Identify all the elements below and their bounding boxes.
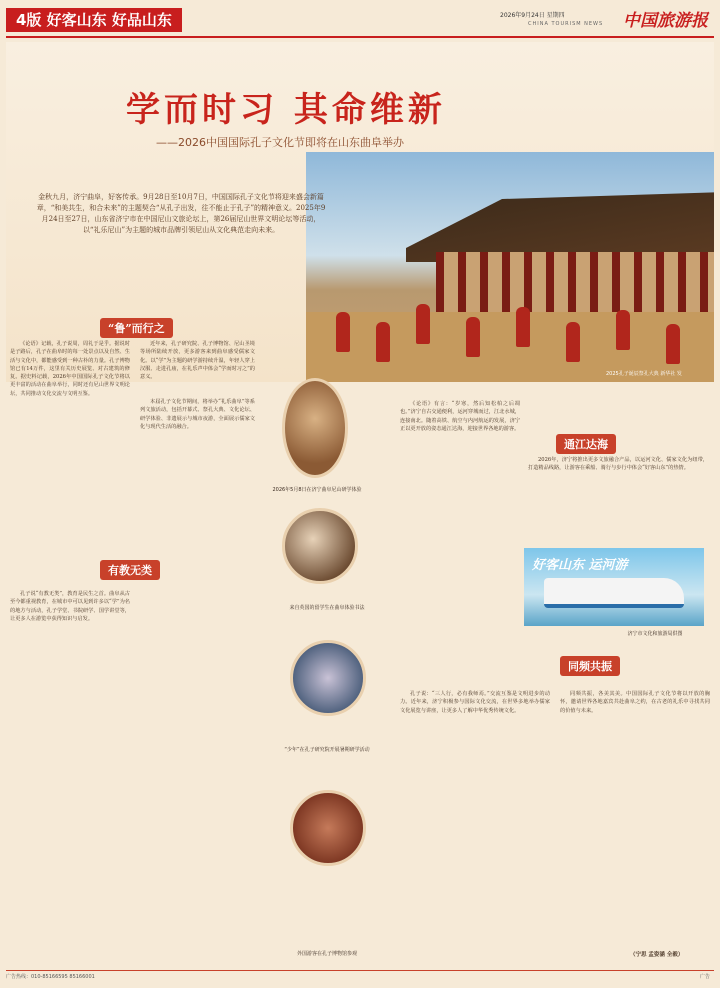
article-column-3 — [10, 590, 130, 960]
subheadline: ——2026中国国际孔子文化节即将在山东曲阜举办 — [156, 136, 404, 149]
photo-caption-2: 来自英国的留学生在曲阜体验书法 — [289, 605, 365, 611]
article-column-5 — [400, 400, 520, 640]
section-title-4: 同频共振 — [560, 656, 620, 676]
article-column-7 — [400, 690, 550, 960]
paragraph: 孔子说：“三人行，必有我师焉。”交流互鉴是文明进步的动力。近年来，济宁积极参与国际文化交流，在世界多地举办儒家文化展览与讲座，让更多人了解中华优秀传统文化。 — [400, 691, 550, 714]
paragraph: 《论语》有言：“岁寒，然后知松柏之后凋也。”济宁自古交通便利，运河穿城而过，江北水城，连接南北。随着高铁、航空与内河航运的发展，济宁正以更开放的姿态通江达海，迎接世界各地的游客。 — [400, 401, 520, 432]
byline: （宁思 孟姿涵 全毅） — [630, 952, 684, 958]
photo-classroom — [290, 640, 366, 716]
dancer-figure — [416, 304, 430, 344]
hero-photo-caption: 2025孔子诞辰祭孔大典 新华社 发 — [606, 371, 682, 377]
issue-date: 2026年9月24日 星期四 — [500, 12, 565, 19]
paragraph: 本届孔子文化节期间，将举办“礼乐曲阜”等系列文旅活动，包括开幕式、祭孔大典、文化论坛、研学体验、非遗展示与城市夜游，全面展示儒家文化与现代生活的融合。 — [140, 399, 255, 430]
page-header — [0, 0, 720, 38]
photo-research — [282, 378, 348, 478]
ad-label: 广告 — [699, 974, 710, 980]
dancer-figure — [666, 324, 680, 364]
paragraph: 同频共振，各美其美。中国国际孔子文化节将以开放的胸怀，邀请世界各地嘉宾共赴曲阜之约，在古老的礼乐中寻找共同的价值与未来。 — [560, 691, 710, 714]
article-column-6 — [528, 456, 708, 546]
section-tag: 4版 好客山东 好品山东 — [6, 8, 182, 32]
page-footer — [6, 970, 714, 984]
ship-caption: 济宁市文化和旅游局供图 — [627, 631, 683, 637]
section-title-2: 有教无类 — [100, 560, 160, 580]
header-rule — [6, 36, 714, 38]
temple-pillars — [436, 252, 714, 312]
article-column-8 — [560, 690, 710, 930]
masthead-en: CHINA TOURISM NEWS — [528, 21, 604, 27]
dancer-figure — [466, 317, 480, 357]
dancer-figure — [376, 322, 390, 362]
dancer-figure — [566, 322, 580, 362]
ship-slogan: 好客山东 运河游 — [532, 558, 628, 573]
ad-hotline: 广告热线：010-85166595 85166001 — [6, 974, 95, 980]
section-title-1: “鲁”而行之 — [100, 318, 173, 338]
paragraph: 《论语》记载，孔子说周，周礼于是乎。据说时是子路后，孔子在曲阜时的每一处景点以及自然、生活与文化中，都能感受到一种古朴的力量。孔子博物馆已有14万件，这里有关历史展览、对古建筑的修复。据史料记载，2026年中国国际孔子文化节将以更丰富的活动在曲阜举行，同时还有尼山世界文明论坛，共同推动文化交流与文明互鉴。 — [10, 341, 130, 397]
paragraph: 孔子说“有教无类”，教育是民生之首。曲阜从古至今都重视教育，在城市中可以见到许多以“学”为名的地方与活动，孔子学堂、书院研学、国学讲堂等，让更多人在游览中获得知识与启发。 — [10, 591, 130, 622]
article-column-1 — [10, 340, 130, 590]
lead-paragraph: 金秋九月，济宁曲阜，好客传承。9月28日至10月7日，中国国际孔子文化节将迎来盛会新篇章，“和美共生，和合未来”的主题契合“从孔子出发，往不能止于孔子”的精神意义。2025年9月24日至27日，山东省济宁市在中国尼山文旅论坛上，第26届尼山世界文明论坛等活动，以“礼乐尼山”为主题的城市品牌引领尼山从文化典范走向未来。 — [36, 193, 326, 234]
headline: 学而时习 其命维新 — [126, 90, 446, 130]
section-title-3: 通江达海 — [556, 434, 616, 454]
photo-museum — [290, 790, 366, 866]
article-column-4 — [140, 398, 255, 498]
dancer-figure — [616, 310, 630, 350]
paragraph: 近年来，孔子研究院、孔子博物馆、尼山圣境等场所陆续开放，更多游客来到曲阜感受儒家文化。以“学”为主题的研学游持续升温，年轻人穿上汉服、走进孔庙，在礼乐声中体会“学而时习之”的意义。 — [140, 341, 255, 381]
cruise-photo — [524, 548, 704, 626]
masthead-logo: 中国旅游报 — [623, 11, 708, 31]
photo-calligraphy — [282, 508, 358, 584]
photo-caption-3: “少年”在孔子研究院开展暑期研学活动 — [284, 747, 370, 753]
dancer-figure — [336, 312, 350, 352]
photo-caption-4: 外国游客在孔子博物馆参观 — [296, 951, 357, 957]
dancer-figure — [516, 307, 530, 347]
photo-caption-1: 2026年5月8日在济宁曲阜尼山研学体验 — [272, 487, 362, 493]
paragraph: 2026年，济宁将推出更多文旅融合产品，以运河文化、儒家文化为纽带，打造精品线路，让游客在乘船、骑行与步行中体会“好客山东”的热情。 — [528, 457, 708, 472]
cruise-ship — [544, 578, 684, 608]
